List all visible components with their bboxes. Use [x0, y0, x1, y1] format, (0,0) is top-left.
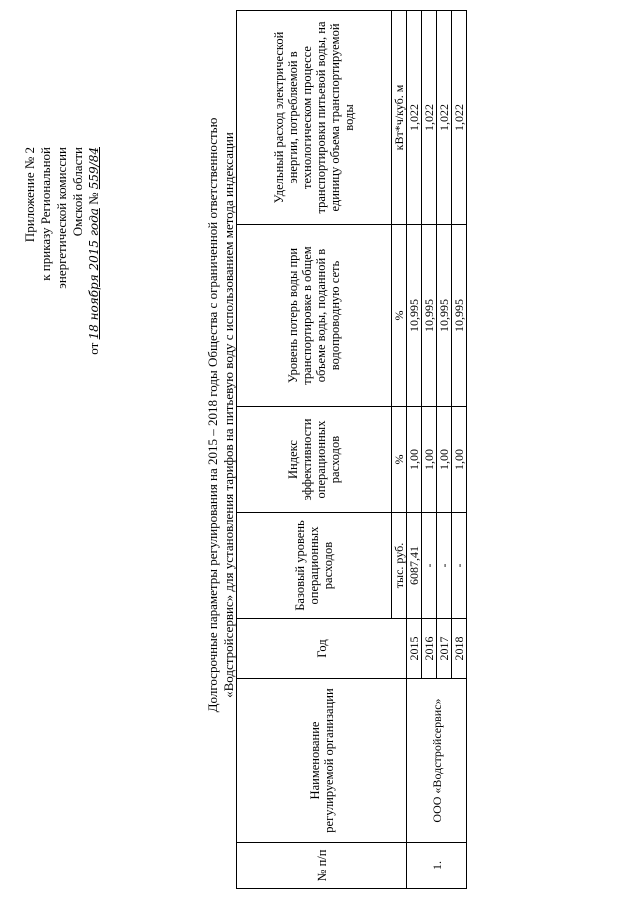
- appendix-line-1: Приложение № 2: [22, 147, 37, 243]
- row-energy: 1,022: [437, 11, 452, 225]
- row-loss: 10,995: [437, 225, 452, 407]
- table-header-row: [237, 11, 392, 889]
- title-line-1: Долгосрочные параметры регулирования на 2015 – 2018 годы Общества с ограниченной ответственностью: [205, 117, 220, 713]
- header-index: Индекс эффективности операционных расходов: [237, 407, 392, 513]
- unit-loss: %: [392, 225, 407, 407]
- row-index: 1,00: [452, 407, 467, 513]
- row-year: 2017: [437, 619, 452, 679]
- appendix-line-2: к приказу Региональной: [38, 147, 53, 281]
- unit-energy: кВт*ч/куб. м: [392, 11, 407, 225]
- header-org: Наименование регулируемой организации: [237, 679, 407, 843]
- unit-index: %: [392, 407, 407, 513]
- row-index: 1,00: [407, 407, 422, 513]
- header-num: № п/п: [237, 843, 407, 889]
- row-base: -: [437, 513, 452, 619]
- appendix-date-prefix: от: [86, 342, 101, 355]
- appendix-handwritten-date: 18 ноября 2015 года: [87, 208, 101, 340]
- row-num: 1.: [407, 843, 467, 889]
- appendix-number-sign: №: [86, 192, 101, 205]
- unit-base: тыс. руб.: [392, 513, 407, 619]
- row-year: 2015: [407, 619, 422, 679]
- row-energy: 1,022: [422, 11, 437, 225]
- appendix-line-4: Омской области: [70, 147, 85, 237]
- appendix-line-3: энергетической комиссии: [54, 147, 69, 289]
- regulation-parameters-table: [236, 10, 467, 889]
- row-loss: 10,995: [407, 225, 422, 407]
- appendix-line-5: [86, 147, 102, 355]
- appendix-handwritten-number: 559/84: [87, 147, 101, 190]
- header-loss: Уровень потерь воды при транспортировке в общем объеме воды, поданной в водопроводную сеть: [237, 225, 392, 407]
- row-index: 1,00: [437, 407, 452, 513]
- row-loss: 10,995: [452, 225, 467, 407]
- row-base: 6087,41: [407, 513, 422, 619]
- table-row: [407, 11, 422, 889]
- row-base: -: [452, 513, 467, 619]
- header-base: Базовый уровень операционных расходов: [237, 513, 392, 619]
- row-year: 2016: [422, 619, 437, 679]
- row-org-name: ООО «Водстройсервис»: [407, 679, 467, 843]
- row-loss: 10,995: [422, 225, 437, 407]
- appendix-block: [22, 147, 102, 355]
- row-energy: 1,022: [452, 11, 467, 225]
- header-year: Год: [237, 619, 407, 679]
- row-year: 2018: [452, 619, 467, 679]
- document-title: [205, 0, 237, 845]
- row-base: -: [422, 513, 437, 619]
- row-index: 1,00: [422, 407, 437, 513]
- row-energy: 1,022: [407, 11, 422, 225]
- title-line-2: «Водстройсервис» для установления тарифов на питьевую воду с использованием метода индексации: [221, 132, 236, 698]
- header-energy: Удельный расход электрической энергии, потребляемой в технологическом процессе транспортировки питьевой воды, на единицу объема транспортируемой воды: [237, 11, 392, 225]
